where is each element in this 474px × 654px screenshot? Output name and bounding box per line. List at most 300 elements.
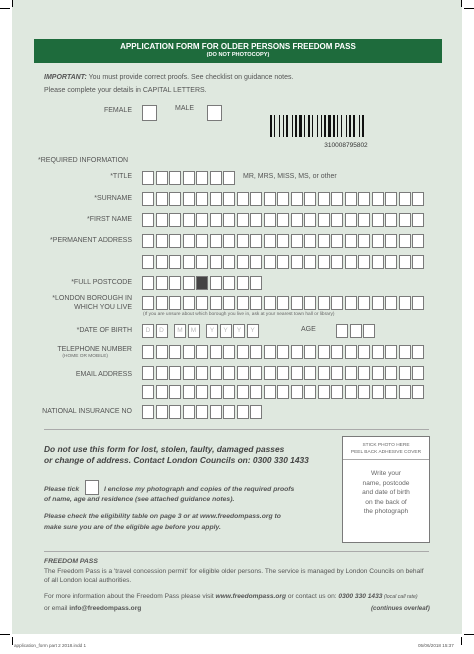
char-cell[interactable]: [385, 296, 397, 310]
char-cell[interactable]: [250, 192, 262, 206]
age-field[interactable]: [336, 324, 377, 338]
photo-box[interactable]: [342, 436, 430, 543]
char-cell[interactable]: [250, 213, 262, 227]
char-cell[interactable]: [372, 345, 384, 359]
char-cell[interactable]: [142, 345, 154, 359]
char-cell[interactable]: D: [156, 324, 168, 338]
enclose-line2: of name, age and residence (see attached guidance notes).: [44, 496, 235, 503]
char-cell[interactable]: [169, 234, 181, 248]
char-cell[interactable]: [304, 234, 316, 248]
barcode-bar: [362, 115, 364, 137]
char-cell[interactable]: [210, 385, 222, 399]
photo-peel-label: PEEL BACK ADHESIVE COVER: [350, 450, 422, 455]
tick-label: Please tick: [44, 486, 80, 493]
char-cell[interactable]: [264, 296, 276, 310]
photo-instruction-line: Write your: [371, 470, 401, 477]
char-cell[interactable]: [318, 213, 330, 227]
contact-text-2: or contact us on:: [286, 593, 339, 600]
crop-mark: [12, 0, 13, 7]
important-text: You must provide correct proofs. See checklist on guidance notes.: [86, 74, 294, 81]
char-cell[interactable]: [318, 385, 330, 399]
email-field-line1[interactable]: [142, 366, 426, 380]
char-cell[interactable]: [196, 171, 208, 185]
form-header: [34, 39, 442, 63]
char-cell[interactable]: [250, 345, 262, 359]
char-cell[interactable]: [156, 234, 168, 248]
char-cell[interactable]: [196, 385, 208, 399]
char-cell[interactable]: [291, 234, 303, 248]
char-cell[interactable]: [291, 255, 303, 269]
char-cell[interactable]: [196, 405, 208, 419]
char-cell[interactable]: [345, 213, 357, 227]
telephone-label: TELEPHONE NUMBER: [57, 346, 132, 353]
postcode-label: *FULL POSTCODE: [71, 279, 132, 286]
barcode-bar: [283, 115, 284, 137]
char-cell[interactable]: [237, 405, 249, 419]
char-cell[interactable]: [399, 296, 411, 310]
male-label: MALE: [175, 105, 195, 112]
char-cell[interactable]: [142, 296, 154, 310]
char-cell[interactable]: [277, 234, 289, 248]
char-cell[interactable]: [210, 213, 222, 227]
char-cell[interactable]: [372, 234, 384, 248]
barcode-number: 310008795802: [324, 142, 368, 149]
char-cell[interactable]: [399, 213, 411, 227]
photo-stick-label: STICK PHOTO HERE: [362, 443, 410, 448]
char-cell[interactable]: [237, 255, 249, 269]
barcode-bar: [286, 115, 288, 137]
photo-divider: [343, 459, 429, 460]
char-cell[interactable]: [210, 405, 222, 419]
char-cell[interactable]: [358, 345, 370, 359]
char-cell[interactable]: [412, 213, 424, 227]
char-cell[interactable]: [196, 255, 208, 269]
char-cell[interactable]: [304, 213, 316, 227]
char-cell[interactable]: [223, 213, 235, 227]
char-cell[interactable]: [169, 171, 181, 185]
char-cell[interactable]: [169, 385, 181, 399]
char-cell[interactable]: [372, 192, 384, 206]
char-cell[interactable]: [291, 366, 303, 380]
char-cell[interactable]: [318, 255, 330, 269]
barcode-bar: [324, 115, 326, 137]
char-cell[interactable]: [304, 296, 316, 310]
char-cell[interactable]: [210, 171, 222, 185]
char-cell[interactable]: [264, 213, 276, 227]
section-divider: [44, 429, 429, 430]
char-cell[interactable]: [142, 366, 154, 380]
char-cell[interactable]: [196, 296, 208, 310]
char-cell[interactable]: [264, 234, 276, 248]
char-cell[interactable]: [331, 385, 343, 399]
char-cell[interactable]: [358, 296, 370, 310]
char-cell[interactable]: Y: [220, 324, 232, 338]
char-cell[interactable]: [183, 385, 195, 399]
barcode-bar: [337, 115, 338, 137]
enclose-checkbox[interactable]: [85, 480, 99, 495]
char-cell[interactable]: [237, 296, 249, 310]
website-link[interactable]: www.freedompass.org: [215, 593, 286, 600]
char-cell[interactable]: [196, 213, 208, 227]
char-cell[interactable]: [331, 192, 343, 206]
char-cell[interactable]: [399, 345, 411, 359]
char-cell[interactable]: [385, 385, 397, 399]
char-cell[interactable]: [345, 234, 357, 248]
char-cell[interactable]: [210, 192, 222, 206]
char-cell[interactable]: M: [174, 324, 186, 338]
char-cell[interactable]: [196, 276, 208, 290]
first-name-label: *FIRST NAME: [87, 216, 132, 223]
char-cell[interactable]: [237, 276, 249, 290]
char-cell[interactable]: [250, 366, 262, 380]
photo-instructions: [343, 469, 429, 517]
char-cell[interactable]: [372, 385, 384, 399]
char-cell[interactable]: [183, 276, 195, 290]
barcode-bar: [359, 115, 360, 137]
char-cell[interactable]: [142, 276, 154, 290]
char-cell[interactable]: [142, 255, 154, 269]
char-cell[interactable]: [399, 385, 411, 399]
barcode-bar: [274, 115, 275, 137]
char-cell[interactable]: [385, 366, 397, 380]
barcode-bar: [312, 115, 313, 137]
char-cell[interactable]: [277, 255, 289, 269]
telephone-hint: (HOME OR MOBILE): [62, 354, 108, 359]
address-label: *PERMANENT ADDRESS: [50, 237, 132, 244]
char-cell[interactable]: [277, 296, 289, 310]
char-cell[interactable]: [183, 255, 195, 269]
char-cell[interactable]: [385, 234, 397, 248]
char-cell[interactable]: [291, 192, 303, 206]
char-cell[interactable]: [412, 366, 424, 380]
char-cell[interactable]: [196, 234, 208, 248]
title-label: *TITLE: [110, 173, 132, 180]
char-cell[interactable]: [345, 366, 357, 380]
char-cell[interactable]: [372, 366, 384, 380]
char-cell[interactable]: [142, 171, 154, 185]
email-field-line2[interactable]: [142, 385, 426, 399]
char-cell[interactable]: [169, 296, 181, 310]
char-cell[interactable]: [304, 385, 316, 399]
char-cell[interactable]: [169, 405, 181, 419]
char-cell[interactable]: [399, 255, 411, 269]
email-link[interactable]: info@freedompass.org: [69, 605, 142, 612]
char-cell[interactable]: [277, 192, 289, 206]
footer-right: 05/06/2018 15:37: [418, 643, 454, 648]
postcode-field[interactable]: [142, 276, 264, 290]
char-cell[interactable]: [385, 213, 397, 227]
dob-field[interactable]: [142, 324, 260, 338]
char-cell[interactable]: [345, 385, 357, 399]
telephone-field[interactable]: [142, 345, 426, 359]
char-cell[interactable]: [345, 255, 357, 269]
barcode-bar: [349, 115, 351, 137]
char-cell[interactable]: [223, 405, 235, 419]
char-cell[interactable]: [156, 171, 168, 185]
char-cell[interactable]: [210, 255, 222, 269]
char-cell[interactable]: [142, 385, 154, 399]
char-cell[interactable]: [223, 234, 235, 248]
call-rate: (local call rate): [382, 594, 418, 600]
char-cell[interactable]: [318, 234, 330, 248]
capitals-note: Please complete your details in CAPITAL LETTERS.: [44, 87, 207, 94]
char-cell[interactable]: [237, 366, 249, 380]
footer-left: application_form part 2 2018.indd 1: [14, 643, 87, 648]
barcode-bar: [328, 115, 331, 137]
char-cell[interactable]: [183, 192, 195, 206]
char-cell[interactable]: [183, 366, 195, 380]
photo-instruction-line: on the back of: [365, 498, 407, 506]
char-cell[interactable]: D: [142, 324, 154, 338]
contact-text: For more information about the Freedom Pass please visit: [44, 593, 216, 600]
barcode-bar: [299, 115, 302, 137]
phone-number: 0300 330 1433: [338, 593, 383, 600]
form-subtitle: (DO NOT PHOTOCOPY): [206, 52, 270, 58]
char-cell[interactable]: [336, 324, 348, 338]
char-cell[interactable]: [345, 192, 357, 206]
char-cell[interactable]: [412, 345, 424, 359]
char-cell[interactable]: [156, 405, 168, 419]
crop-mark: [464, 8, 474, 9]
char-cell[interactable]: [223, 276, 235, 290]
char-cell[interactable]: Y: [247, 324, 259, 338]
char-cell[interactable]: [372, 255, 384, 269]
title-field[interactable]: [142, 171, 237, 185]
surname-field[interactable]: [142, 192, 426, 206]
warning-line1: Do not use this form for lost, stolen, faulty, damaged passes: [44, 444, 285, 454]
crop-mark: [464, 634, 474, 635]
eligibility-line2: make sure you are of the eligible age before you apply.: [44, 524, 221, 531]
char-cell[interactable]: [264, 385, 276, 399]
barcode-bar: [304, 115, 305, 137]
char-cell[interactable]: [250, 255, 262, 269]
continues-overleaf: (continues overleaf): [371, 605, 430, 612]
char-cell[interactable]: [142, 405, 154, 419]
barcode-bar: [270, 115, 272, 137]
char-cell[interactable]: [142, 213, 154, 227]
crop-mark: [461, 0, 462, 7]
char-cell[interactable]: [210, 276, 222, 290]
char-cell[interactable]: [412, 255, 424, 269]
char-cell[interactable]: [223, 385, 235, 399]
barcode-bar: [292, 115, 293, 137]
char-cell[interactable]: [156, 385, 168, 399]
char-cell[interactable]: [156, 255, 168, 269]
important-note: [44, 74, 293, 81]
char-cell[interactable]: [250, 296, 262, 310]
char-cell[interactable]: [250, 276, 262, 290]
char-cell[interactable]: [291, 213, 303, 227]
char-cell[interactable]: [223, 255, 235, 269]
char-cell[interactable]: [196, 366, 208, 380]
char-cell[interactable]: [183, 296, 195, 310]
barcode-bar: [321, 115, 322, 137]
freedom-heading: FREEDOM PASS: [44, 558, 98, 565]
char-cell[interactable]: [318, 345, 330, 359]
char-cell[interactable]: [399, 192, 411, 206]
barcode-bar: [317, 115, 318, 137]
ni-field[interactable]: [142, 405, 264, 419]
freedom-contact: [44, 593, 418, 600]
char-cell[interactable]: [237, 192, 249, 206]
address-field-line1[interactable]: [142, 234, 426, 248]
char-cell[interactable]: [291, 385, 303, 399]
first-name-field[interactable]: [142, 213, 426, 227]
char-cell[interactable]: [156, 213, 168, 227]
char-cell[interactable]: [358, 234, 370, 248]
section-divider-2: [44, 551, 429, 552]
char-cell[interactable]: [183, 171, 195, 185]
char-cell[interactable]: [399, 234, 411, 248]
char-cell[interactable]: [210, 296, 222, 310]
char-cell[interactable]: [385, 192, 397, 206]
email-contact: [44, 605, 141, 612]
char-cell[interactable]: [156, 296, 168, 310]
char-cell[interactable]: [223, 171, 235, 185]
char-cell[interactable]: [250, 385, 262, 399]
surname-label: *SURNAME: [94, 195, 132, 202]
char-cell[interactable]: [223, 296, 235, 310]
char-cell[interactable]: [412, 385, 424, 399]
char-cell[interactable]: [385, 255, 397, 269]
char-cell[interactable]: [318, 192, 330, 206]
char-cell[interactable]: [304, 255, 316, 269]
char-cell[interactable]: [277, 345, 289, 359]
barcode-bar: [308, 115, 310, 137]
char-cell[interactable]: [223, 366, 235, 380]
char-cell[interactable]: [237, 234, 249, 248]
char-cell[interactable]: [237, 213, 249, 227]
char-cell[interactable]: [183, 405, 195, 419]
dob-label: *DATE OF BIRTH: [76, 327, 132, 334]
barcode-bar: [346, 115, 347, 137]
char-cell[interactable]: [156, 345, 168, 359]
char-cell[interactable]: [291, 296, 303, 310]
age-label: AGE: [301, 326, 316, 333]
char-cell[interactable]: [358, 213, 370, 227]
char-cell[interactable]: [277, 213, 289, 227]
eligibility-line1: Please check the eligibility table on page 3 or at www.freedompass.org to: [44, 513, 281, 520]
barcode-bar: [333, 115, 335, 137]
email-label: EMAIL ADDRESS: [75, 371, 132, 378]
address-field-line2[interactable]: [142, 255, 426, 269]
char-cell[interactable]: [169, 255, 181, 269]
char-cell[interactable]: [345, 296, 357, 310]
char-cell[interactable]: [363, 324, 375, 338]
char-cell[interactable]: [210, 234, 222, 248]
char-cell[interactable]: [331, 234, 343, 248]
char-cell[interactable]: [358, 192, 370, 206]
char-cell[interactable]: Y: [206, 324, 218, 338]
char-cell[interactable]: [331, 255, 343, 269]
char-cell[interactable]: [331, 213, 343, 227]
crop-mark: [0, 8, 10, 9]
char-cell[interactable]: [350, 324, 362, 338]
char-cell[interactable]: [412, 192, 424, 206]
char-cell[interactable]: [169, 213, 181, 227]
char-cell[interactable]: [183, 345, 195, 359]
char-cell[interactable]: [210, 345, 222, 359]
photo-instruction-line: the photograph: [363, 508, 409, 515]
char-cell[interactable]: [318, 366, 330, 380]
crop-mark: [0, 634, 10, 635]
char-cell[interactable]: [304, 192, 316, 206]
char-cell[interactable]: [183, 213, 195, 227]
char-cell[interactable]: [358, 255, 370, 269]
char-cell[interactable]: [399, 366, 411, 380]
required-info-label: *REQUIRED INFORMATION: [38, 157, 129, 164]
char-cell[interactable]: [196, 345, 208, 359]
char-cell[interactable]: [331, 296, 343, 310]
barcode-image: [266, 115, 426, 137]
char-cell[interactable]: [372, 213, 384, 227]
char-cell[interactable]: [264, 366, 276, 380]
char-cell[interactable]: [358, 385, 370, 399]
barcode-bar: [279, 115, 280, 137]
char-cell[interactable]: [304, 345, 316, 359]
char-cell[interactable]: [304, 366, 316, 380]
borough-field[interactable]: [142, 296, 426, 310]
char-cell[interactable]: [318, 296, 330, 310]
char-cell[interactable]: [169, 366, 181, 380]
char-cell[interactable]: [196, 192, 208, 206]
female-checkbox[interactable]: [142, 105, 157, 121]
borough-label-line2: WHICH YOU LIVE: [74, 304, 132, 311]
char-cell[interactable]: [250, 405, 262, 419]
char-cell[interactable]: [345, 345, 357, 359]
female-label: FEMALE: [103, 107, 132, 114]
char-cell[interactable]: Y: [233, 324, 245, 338]
char-cell[interactable]: [277, 366, 289, 380]
char-cell[interactable]: [358, 366, 370, 380]
char-cell[interactable]: [223, 345, 235, 359]
char-cell[interactable]: [264, 345, 276, 359]
char-cell[interactable]: [264, 192, 276, 206]
char-cell[interactable]: [372, 296, 384, 310]
photo-instruction-line: and date of birth: [362, 489, 410, 496]
char-cell[interactable]: [277, 385, 289, 399]
freedom-p1a: The Freedom Pass is a 'travel concession permit' for eligible older persons. The service is managed by London Councils on behalf: [44, 568, 424, 575]
char-cell[interactable]: [412, 296, 424, 310]
char-cell[interactable]: [210, 366, 222, 380]
char-cell[interactable]: [142, 234, 154, 248]
barcode: [266, 115, 426, 149]
borough-label-line1: *LONDON BOROUGH IN: [52, 295, 132, 302]
char-cell[interactable]: [412, 234, 424, 248]
char-cell[interactable]: [156, 366, 168, 380]
char-cell[interactable]: [250, 234, 262, 248]
male-checkbox[interactable]: [207, 105, 222, 121]
char-cell[interactable]: [156, 192, 168, 206]
char-cell[interactable]: [331, 345, 343, 359]
char-cell[interactable]: [169, 276, 181, 290]
char-cell[interactable]: [183, 234, 195, 248]
char-cell[interactable]: [237, 345, 249, 359]
char-cell[interactable]: [169, 192, 181, 206]
char-cell[interactable]: [291, 345, 303, 359]
char-cell[interactable]: [142, 192, 154, 206]
char-cell[interactable]: [156, 276, 168, 290]
char-cell[interactable]: [223, 192, 235, 206]
char-cell[interactable]: [237, 385, 249, 399]
barcode-bar: [353, 115, 355, 137]
char-cell[interactable]: [385, 345, 397, 359]
char-cell[interactable]: [331, 366, 343, 380]
photo-instruction-line: name, postcode: [362, 479, 410, 487]
char-cell[interactable]: [169, 345, 181, 359]
char-cell[interactable]: [264, 255, 276, 269]
char-cell[interactable]: M: [188, 324, 200, 338]
